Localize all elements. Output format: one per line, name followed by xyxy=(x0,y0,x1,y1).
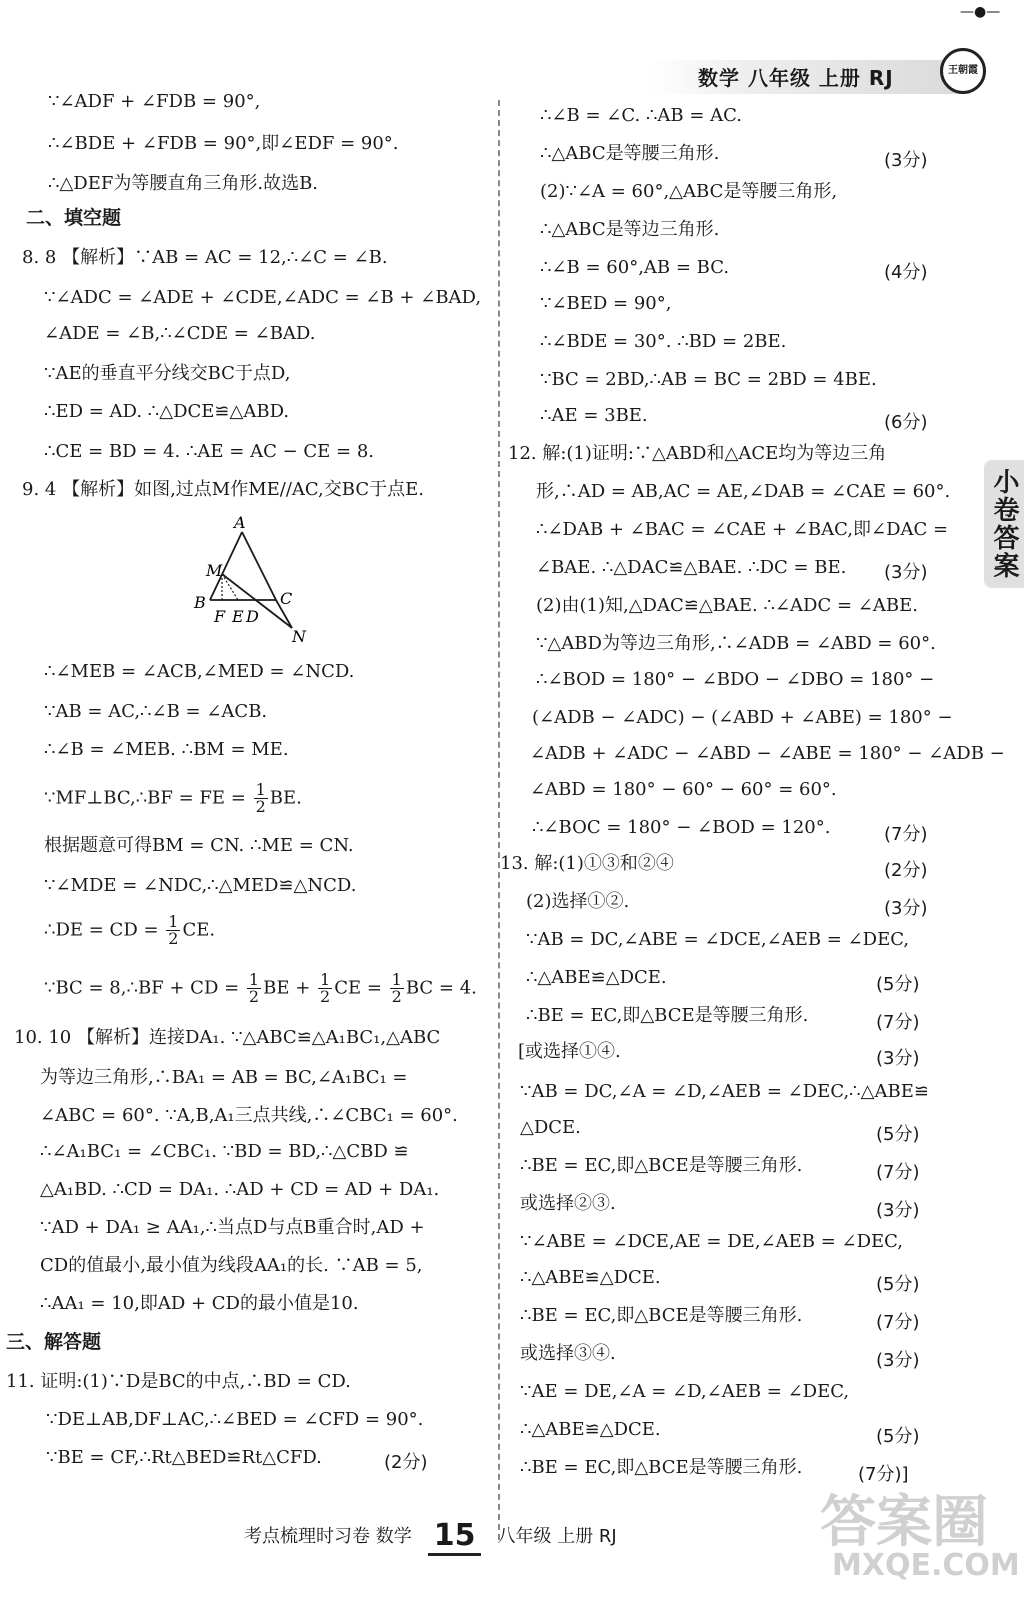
answer-line: 为等边三角形,∴BA₁ = AB = BC,∠A₁BC₁ = xyxy=(40,1067,408,1088)
answer-line: ∠ADE = ∠B,∴∠CDE = ∠BAD. xyxy=(44,323,316,344)
figure-label-d: D xyxy=(246,607,259,626)
answer-line: (2)∵∠A = 60°,△ABC是等腰三角形, xyxy=(540,181,838,202)
answer-line: ∴BE = EC,即△BCE是等腰三角形. xyxy=(520,1155,803,1176)
score-mark: (7分)] xyxy=(858,1464,909,1485)
score-mark: (7分) xyxy=(876,1162,920,1183)
answer-line: ∠BAE. ∴△DAC≌△BAE. ∴DC = BE. xyxy=(536,557,847,578)
answer-line: [或选择①④. xyxy=(518,1041,621,1062)
answer-line-fraction xyxy=(44,782,302,815)
answer-line: ∴AA₁ = 10,即AD + CD的最小值是10. xyxy=(40,1293,359,1314)
answer-line: ∠ABD = 180° − 60° − 60° = 60°. xyxy=(530,779,837,800)
figure-label-n: N xyxy=(292,627,306,646)
answer-line: ∴∠BDE = 30°. ∴BD = 2BE. xyxy=(540,331,787,352)
fraction-half: $\frac{1}{2}$ xyxy=(391,970,402,1006)
answer-line-q9: 9. 4 【解析】如图,过点M作ME//AC,交BC于点E. xyxy=(22,479,424,500)
page-footer xyxy=(244,1518,617,1556)
answer-line: ∵∠ABE = ∠DCE,AE = DE,∠AEB = ∠DEC, xyxy=(520,1231,904,1252)
score-mark: (7分) xyxy=(876,1012,920,1033)
figure-label-f: F xyxy=(214,607,226,626)
score-mark: (2分) xyxy=(384,1452,428,1473)
answer-line: 或选择②③. xyxy=(520,1193,616,1214)
watermark-logo: 答案圈 xyxy=(820,1490,988,1555)
answer-line-fraction xyxy=(44,914,215,947)
fraction-tail: BE. xyxy=(269,787,302,809)
answer-line-fraction-sum xyxy=(44,972,477,1005)
score-mark: (6分) xyxy=(884,412,928,433)
footer-left-text: 考点梳理时习卷 数学 xyxy=(244,1526,412,1547)
answer-line: ∴AE = 3BE. xyxy=(540,405,648,426)
answer-line-q13: 13. 解:(1)①③和②④ xyxy=(500,853,674,874)
answer-line-q11: 11. 证明:(1)∵D是BC的中点,∴BD = CD. xyxy=(6,1371,351,1392)
fraction-half: $\frac{1}{2}$ xyxy=(248,970,260,1006)
answer-line: ∵AB = AC,∴∠B = ∠ACB. xyxy=(44,701,268,722)
score-mark: (3分) xyxy=(884,150,928,171)
footer-right-text: 八年级 上册 RJ xyxy=(497,1526,617,1547)
answer-line: ∵AE = DE,∠A = ∠D,∠AEB = ∠DEC, xyxy=(520,1381,850,1402)
figure-label-b: B xyxy=(194,593,206,612)
score-mark: (5分) xyxy=(876,1426,920,1447)
page-number: 15 xyxy=(428,1518,482,1556)
answer-line: △DCE. xyxy=(520,1117,581,1138)
score-mark: (5分) xyxy=(876,974,920,995)
answer-line-q10: 10. 10 【解析】连接DA₁. ∵△ABC≌△A₁BC₁,△ABC xyxy=(14,1027,441,1048)
answer-line: ∵BE = CF,∴Rt△BED≌Rt△CFD. xyxy=(46,1447,322,1468)
answer-line: (∠ADB − ∠ADC) − (∠ABD + ∠ABE) = 180° − xyxy=(532,707,953,728)
fraction-part: BC = 4. xyxy=(405,977,477,999)
answer-line: ∵∠ADF + ∠FDB = 90°, xyxy=(48,91,261,112)
answer-line: (2)由(1)知,△DAC≌△BAE. ∴∠ADC = ∠ABE. xyxy=(536,595,918,616)
side-tab-answers: 小卷答案 xyxy=(984,460,1024,588)
score-mark: (3分) xyxy=(876,1048,920,1069)
answer-line: ∴CE = BD = 4. ∴AE = AC − CE = 8. xyxy=(44,441,374,462)
answer-line: ∴△ABC是等腰三角形. xyxy=(540,143,720,164)
answer-line: ∴∠A₁BC₁ = ∠CBC₁. ∵BD = BD,∴△CBD ≌ xyxy=(40,1141,409,1162)
answer-line: ∴△ABC是等边三角形. xyxy=(540,219,720,240)
answer-line: ∴∠MEB = ∠ACB,∠MED = ∠NCD. xyxy=(44,661,355,682)
answer-line: ∴△ABE≌△DCE. xyxy=(526,967,667,988)
answer-line: ∵∠ADC = ∠ADE + ∠CDE,∠ADC = ∠B + ∠BAD, xyxy=(44,287,482,308)
answer-line: 根据题意可得BM = CN. ∴ME = CN. xyxy=(44,835,354,856)
score-mark: (5分) xyxy=(876,1124,920,1145)
score-mark: (3分) xyxy=(876,1200,920,1221)
column-divider xyxy=(498,100,500,1540)
answer-line: ∵AB = DC,∠ABE = ∠DCE,∠AEB = ∠DEC, xyxy=(526,929,910,950)
answer-line: △A₁BD. ∴CD = DA₁. ∴AD + CD = AD + DA₁. xyxy=(40,1179,440,1200)
answer-line: ∵BC = 2BD,∴AB = BC = 2BD = 4BE. xyxy=(540,369,877,390)
fraction-part: CE = xyxy=(334,977,388,999)
fraction-half: $\frac{1}{2}$ xyxy=(320,970,331,1006)
score-mark: (5分) xyxy=(876,1274,920,1295)
answer-line: ∴∠BOC = 180° − ∠BOD = 120°. xyxy=(532,817,831,838)
answer-line: ∴∠B = ∠C. ∴AB = AC. xyxy=(540,105,742,126)
line-text: ∴DE = CD = xyxy=(44,919,165,941)
score-mark: (7分) xyxy=(884,824,928,845)
figure-label-m: M xyxy=(206,561,223,580)
fraction-part: BE + xyxy=(263,977,317,999)
answer-line: ∵AD + DA₁ ≥ AA₁,∴当点D与点B重合时,AD + xyxy=(40,1217,425,1238)
answer-line: ∴△ABE≌△DCE. xyxy=(520,1267,661,1288)
answer-line: ∠ABC = 60°. ∵A,B,A₁三点共线,∴∠CBC₁ = 60°. xyxy=(40,1105,458,1126)
answer-line-q8: 8. 8 【解析】∵AB = AC = 12,∴∠C = ∠B. xyxy=(22,247,388,268)
line-text: ∵MF⊥BC,∴BF = FE = xyxy=(44,787,252,809)
answer-line: ∵AB = DC,∠A = ∠D,∠AEB = ∠DEC,∴△ABE≌ xyxy=(520,1081,929,1102)
page-header-title: 数学 八年级 上册 RJ xyxy=(698,66,894,90)
answer-line: ∴∠BDE + ∠FDB = 90°,即∠EDF = 90°. xyxy=(48,133,399,154)
brand-logo: 王朝霞 xyxy=(940,48,986,94)
answer-line: ∴△DEF为等腰直角三角形.故选B. xyxy=(48,173,319,194)
answer-line: (2)选择①②. xyxy=(526,891,630,912)
score-mark: (3分) xyxy=(884,562,928,583)
figure-label-c: C xyxy=(280,589,293,608)
fraction-half: $\frac{1}{2}$ xyxy=(168,912,179,948)
triangle-figure xyxy=(190,512,320,652)
score-mark: (2分) xyxy=(884,860,928,881)
score-mark: (4分) xyxy=(884,262,928,283)
answer-line: ∴△ABE≌△DCE. xyxy=(520,1419,661,1440)
answer-line: ∵△ABD为等边三角形,∴∠ADB = ∠ABD = 60°. xyxy=(536,633,936,654)
answer-line: ∴∠B = ∠MEB. ∴BM = ME. xyxy=(44,739,289,760)
figure-label-e: E xyxy=(232,607,244,626)
answer-line: ∴∠B = 60°,AB = BC. xyxy=(540,257,730,278)
answer-line: ∴∠DAB + ∠BAC = ∠CAE + ∠BAC,即∠DAC = xyxy=(536,519,949,540)
score-mark: (7分) xyxy=(876,1312,920,1333)
answer-line: ∴ED = AD. ∴△DCE≌△ABD. xyxy=(44,401,290,422)
top-mark: —●— xyxy=(960,4,1001,20)
answer-line: ∴BE = EC,即△BCE是等腰三角形. xyxy=(520,1305,803,1326)
answer-line: 形,∴AD = AB,AC = AE,∠DAB = ∠CAE = 60°. xyxy=(536,481,951,502)
answer-line: ∵AE的垂直平分线交BC于点D, xyxy=(44,363,291,384)
answer-line: CD的值最小,最小值为线段AA₁的长. ∵AB = 5, xyxy=(40,1255,423,1276)
figure-label-a: A xyxy=(234,513,246,532)
answer-line: ∵DE⊥AB,DF⊥AC,∴∠BED = ∠CFD = 90°. xyxy=(46,1409,424,1430)
answer-line: ∠ADB + ∠ADC − ∠ABD − ∠ABE = 180° − ∠ADB − xyxy=(530,743,1005,764)
answer-line: ∵∠BED = 90°, xyxy=(540,293,672,314)
answer-line: ∴∠BOD = 180° − ∠BDO − ∠DBO = 180° − xyxy=(536,669,935,690)
answer-line: ∵∠MDE = ∠NDC,∴△MED≌△NCD. xyxy=(44,875,357,896)
answer-line: ∴BE = EC,即△BCE是等腰三角形. xyxy=(526,1005,809,1026)
score-mark: (3分) xyxy=(884,898,928,919)
section-heading-solutions: 三、解答题 xyxy=(6,1331,102,1353)
answer-line: 或选择③④. xyxy=(520,1343,616,1364)
answer-line-q12: 12. 解:(1)证明:∵△ABD和△ACE均为等边三角 xyxy=(508,443,887,464)
fraction-half: $\frac{1}{2}$ xyxy=(255,780,266,816)
fraction-tail: CE. xyxy=(182,919,216,941)
watermark-url: MXQE.COM xyxy=(832,1548,1020,1583)
section-heading-fill-blank: 二、填空题 xyxy=(26,207,122,229)
answer-line: ∴BE = EC,即△BCE是等腰三角形. xyxy=(520,1457,803,1478)
score-mark: (3分) xyxy=(876,1350,920,1371)
line-text: ∵BC = 8,∴BF + CD = xyxy=(44,977,245,999)
